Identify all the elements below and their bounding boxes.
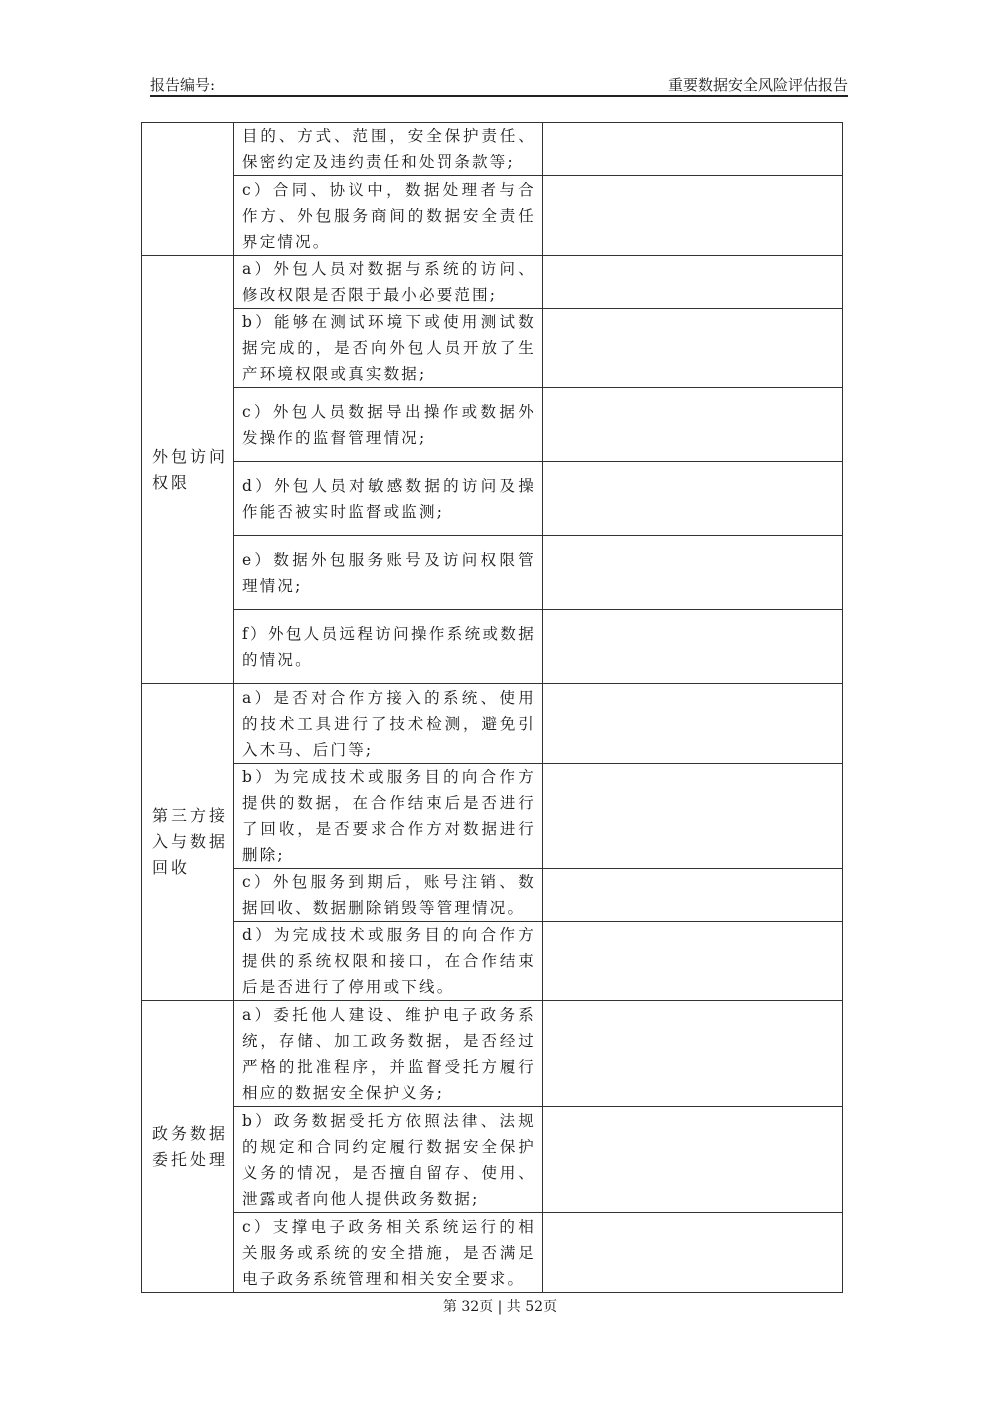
table-row	[142, 922, 843, 1001]
item-cell: a）外包人员对数据与系统的访问、修改权限是否限于最小必要范围;	[234, 256, 543, 309]
table-row	[142, 610, 843, 684]
item-cell: c）合同、协议中，数据处理者与合作方、外包服务商间的数据安全责任界定情况。	[234, 176, 543, 256]
result-cell[interactable]	[543, 536, 843, 610]
result-cell[interactable]	[543, 684, 843, 764]
result-cell[interactable]	[543, 176, 843, 256]
table-row	[142, 176, 843, 256]
table-row	[142, 462, 843, 536]
result-cell[interactable]	[543, 1213, 843, 1293]
item-cell: d）为完成技术或服务目的向合作方提供的系统权限和接口，在合作结束后是否进行了停用或下线。	[234, 922, 543, 1001]
table-row	[142, 684, 843, 764]
item-cell: a）委托他人建设、维护电子政务系统，存储、加工政务数据，是否经过严格的批准程序，并监督受托方履行相应的数据安全保护义务;	[234, 1001, 543, 1107]
item-cell: d）外包人员对敏感数据的访问及操作能否被实时监督或监测;	[234, 462, 543, 536]
table-row	[142, 869, 843, 922]
table-row	[142, 309, 843, 388]
result-cell[interactable]	[543, 764, 843, 869]
item-cell: b）为完成技术或服务目的向合作方提供的数据，在合作结束后是否进行了回收，是否要求合作方对数据进行删除;	[234, 764, 543, 869]
table-row	[142, 123, 843, 176]
category-cell	[142, 123, 234, 256]
result-cell[interactable]	[543, 1001, 843, 1107]
result-cell[interactable]	[543, 309, 843, 388]
category-cell: 外包访问权限	[142, 256, 234, 684]
table-row	[142, 764, 843, 869]
table-row	[142, 1001, 843, 1107]
result-cell[interactable]	[543, 1107, 843, 1213]
item-cell: e）数据外包服务账号及访问权限管理情况;	[234, 536, 543, 610]
item-cell: b）政务数据受托方依照法律、法规的规定和合同约定履行数据安全保护义务的情况，是否擅自留存、使用、泄露或者向他人提供政务数据;	[234, 1107, 543, 1213]
item-cell: 目的、方式、范围，安全保护责任、保密约定及违约责任和处罚条款等;	[234, 123, 543, 176]
page-header	[150, 64, 848, 96]
item-cell: c）外包服务到期后，账号注销、数据回收、数据删除销毁等管理情况。	[234, 869, 543, 922]
report-title: 重要数据安全风险评估报告	[667, 76, 848, 94]
item-cell: c）外包人员数据导出操作或数据外发操作的监督管理情况;	[234, 388, 543, 462]
result-cell[interactable]	[543, 256, 843, 309]
item-cell: b）能够在测试环境下或使用测试数据完成的，是否向外包人员开放了生产环境权限或真实数据;	[234, 309, 543, 388]
item-cell: c）支撑电子政务相关系统运行的相关服务或系统的安全措施，是否满足电子政务系统管理和相关安全要求。	[234, 1213, 543, 1293]
item-cell: f）外包人员远程访问操作系统或数据的情况。	[234, 610, 543, 684]
header-rule	[150, 95, 848, 97]
result-cell[interactable]	[543, 922, 843, 1001]
page-number: 第 32页 | 共 52页	[442, 1299, 558, 1315]
result-cell[interactable]	[543, 123, 843, 176]
table-row	[142, 1107, 843, 1213]
result-cell[interactable]	[543, 869, 843, 922]
result-cell[interactable]	[543, 610, 843, 684]
item-cell: a）是否对合作方接入的系统、使用的技术工具进行了技术检测，避免引入木马、后门等;	[234, 684, 543, 764]
result-cell[interactable]	[543, 388, 843, 462]
category-cell: 政务数据委托处理	[142, 1001, 234, 1293]
table-row	[142, 536, 843, 610]
assessment-table	[141, 122, 843, 1293]
table-row	[142, 1213, 843, 1293]
table-row	[142, 388, 843, 462]
table-row	[142, 256, 843, 309]
result-cell[interactable]	[543, 462, 843, 536]
report-number-label: 报告编号:	[150, 76, 216, 94]
category-cell: 第三方接入与数据回收	[142, 684, 234, 1001]
